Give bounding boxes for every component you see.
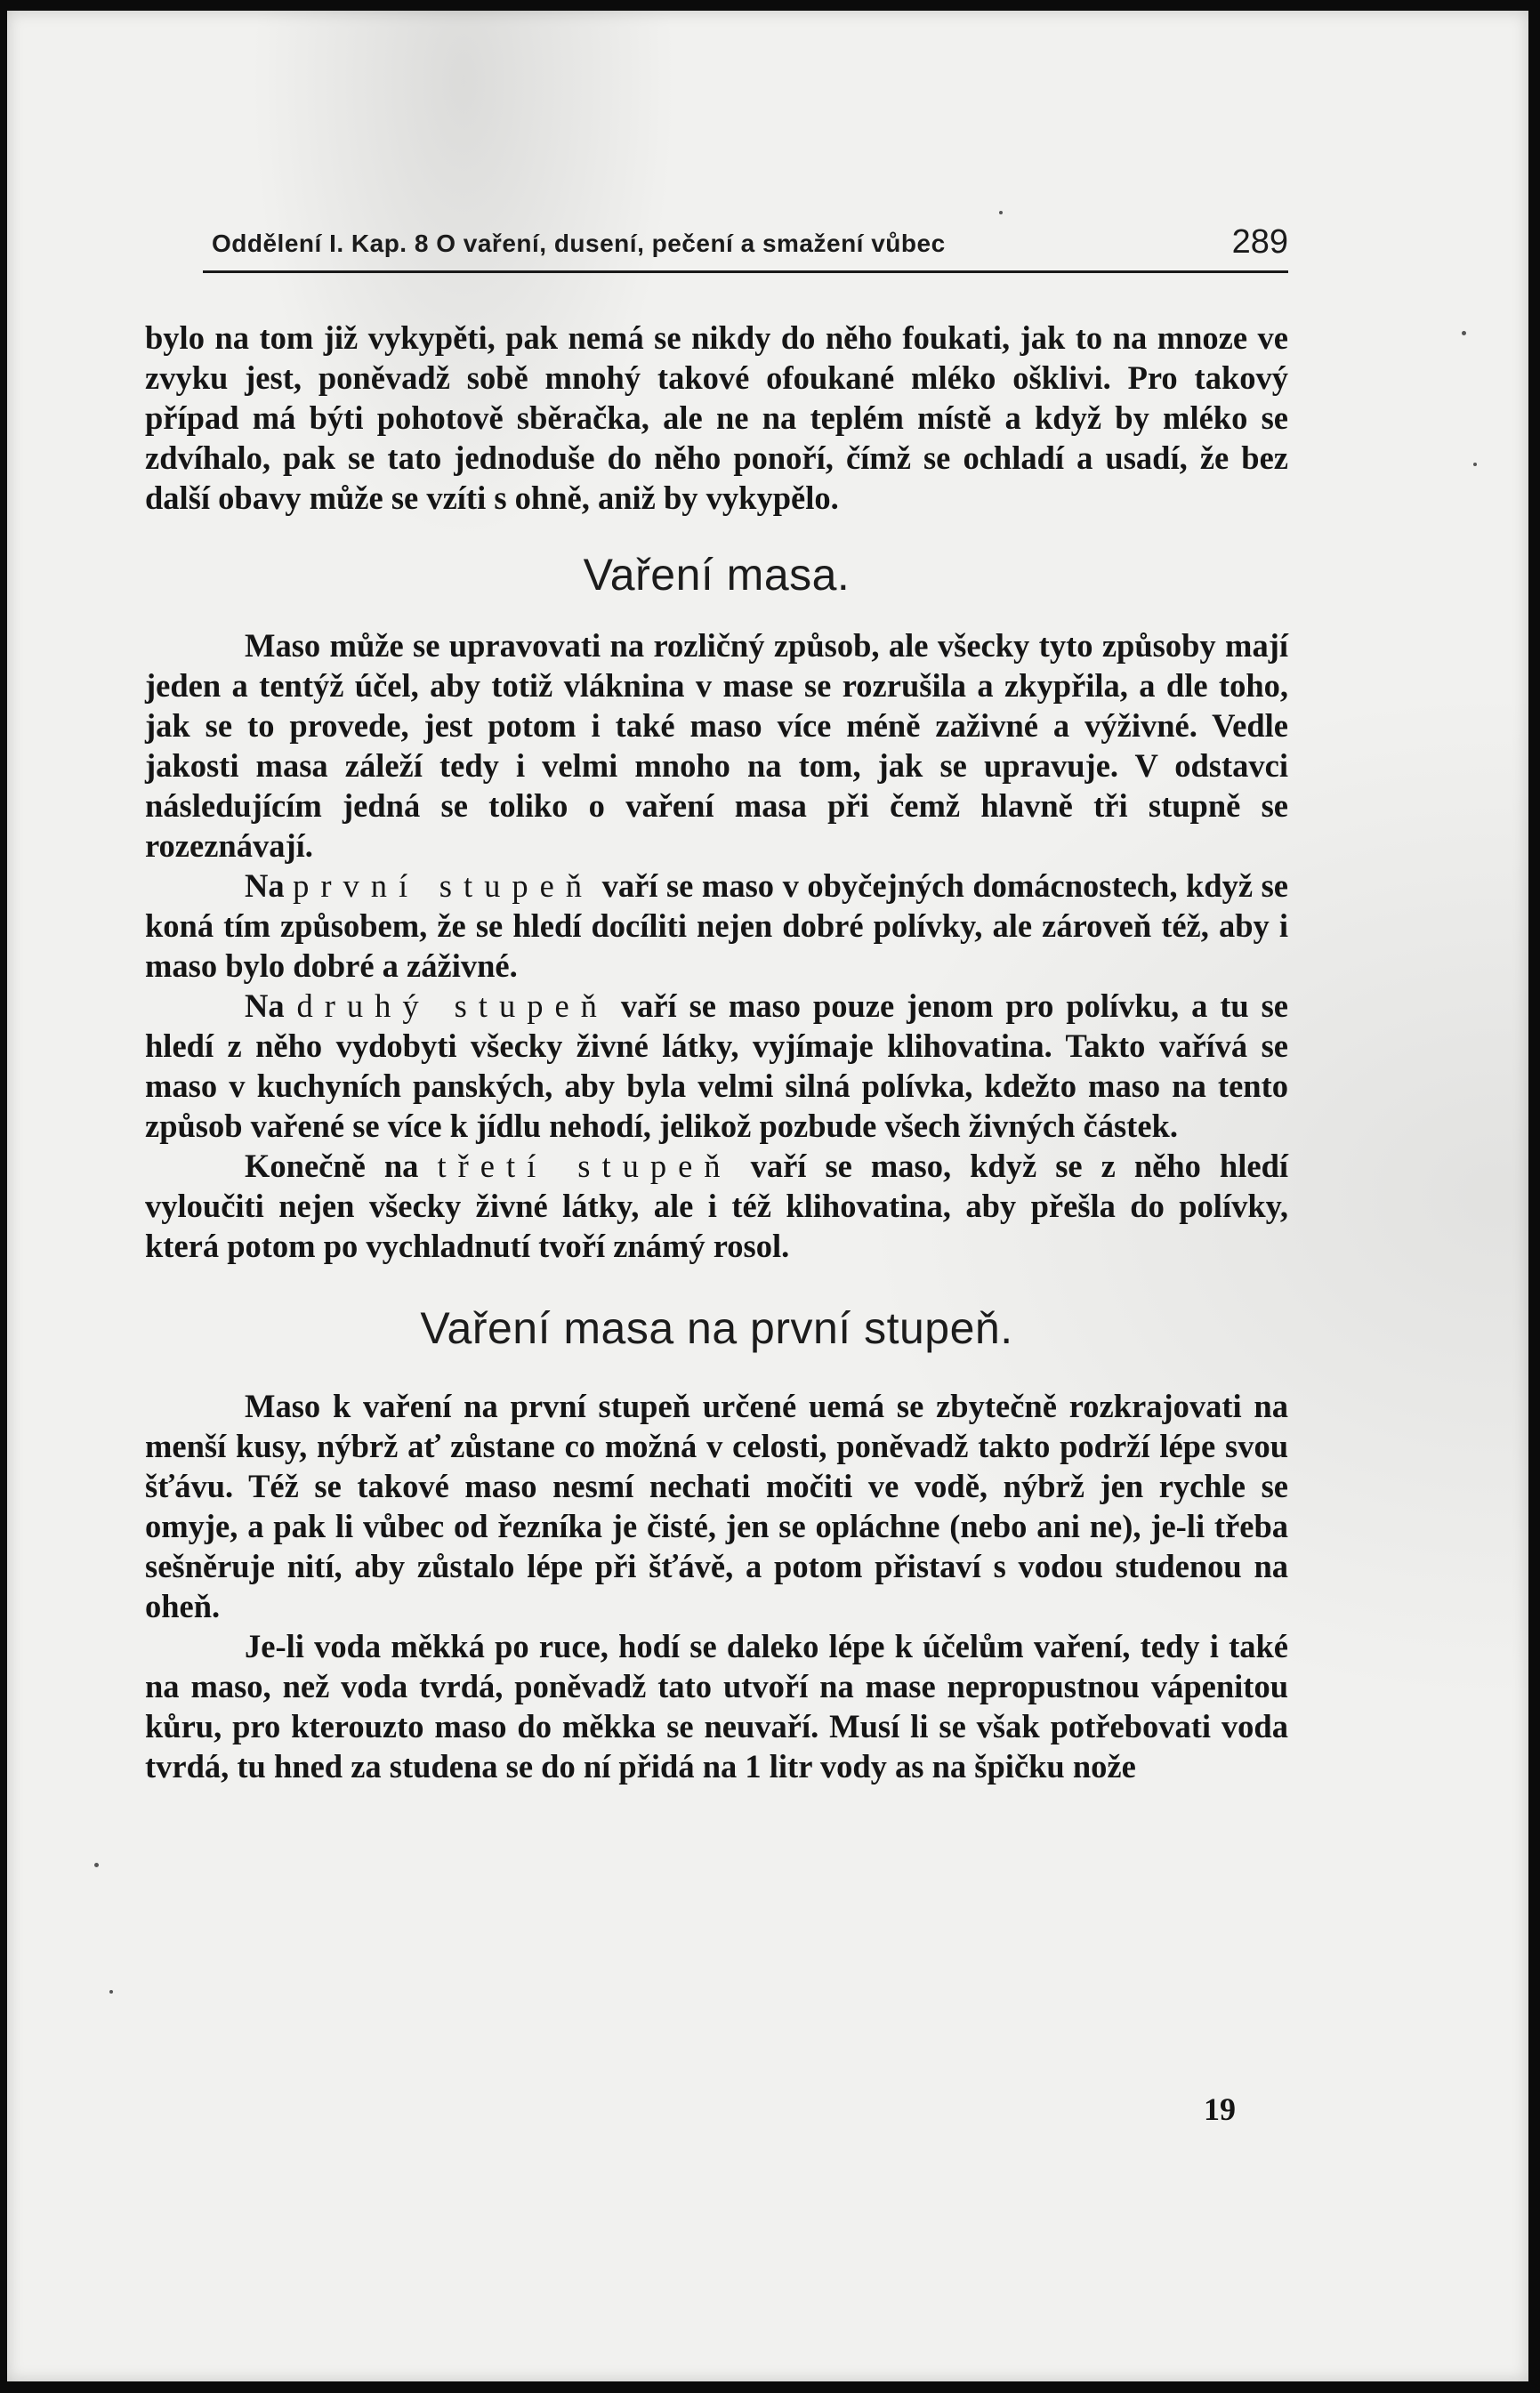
book-page — [7, 11, 1528, 2381]
paragraph-rest: vaří se maso pouze jenom pro polívku, a tu se hledí z něho vydobyti všecky živné látky, vyjímaje klihovatina. Takto vařívá se maso v kuchyních panských, aby byla velmi silná polívka, kdežto maso na tento způsob vařené se více k jídlu nehodí, jelikož pozbude všech živných částek. — [145, 987, 1289, 1144]
scan-speck — [94, 1863, 99, 1867]
paragraph-lead: Na — [245, 987, 285, 1024]
scan-speck — [109, 1990, 113, 1994]
scan-speck — [999, 211, 1003, 214]
section-heading-boiling-meat: Vaření masa. — [583, 550, 851, 600]
section-heading-first-stage: Vaření masa na první stupeň. — [420, 1303, 1013, 1353]
page-body — [145, 318, 1288, 1786]
paragraph: Maso může se upravovati na rozličný způsob, ale všecky tyto způsoby mají jeden a tentýž účel, aby totiž vláknina v mase se rozrušila a zkypřila, a dle toho, jak se to provede, jest potom i také maso více méně zaživné a výživné. Vedle jakosti masa záleží tedy i velmi mnoho na tom, jak se upravuje. V odstavci následujícím jedná se toliko o vaření masa při čemž hlavně tři stupně se rozeznávají. — [145, 627, 1288, 864]
paragraph: Maso k vaření na první stupeň určené uemá se zbytečně rozkrajovati na menší kusy, nýbrž ať zůstane co možná v celosti, poněvadž takto podrží lépe svou šťávu. Též se takové maso nesmí nechati močiti ve vodě, nýbrž jen rychle se omyje, a pak li vůbec od řezníka je čisté, jen se opláchne (nebo ani ne), je-li třeba sešněruje nití, aby zůstalo lépe při šťávě, a potom přistaví s vodou studenou na oheň. — [145, 1388, 1288, 1624]
paragraph-rest: vaří se maso, když se z něho hledí vyloučiti nejen všecky živné látky, ale i též klihovatina, aby přešla do polívky, která potom po vychladnutí tvoří známý rosol. — [145, 1148, 1289, 1264]
page-number: 289 — [1231, 223, 1288, 261]
paragraph-rest: vaří se maso v obyčejných domácnostech, když se koná tím způsobem, že se hledí docíliti nejen dobré polívky, ale zároveň též, aby i maso bylo dobré a záživné. — [145, 867, 1289, 984]
scan-speck — [1473, 463, 1477, 466]
paragraph-third-stage — [145, 1146, 1288, 1266]
paragraph: Je-li voda měkká po ruce, hodí se daleko lépe k účelům vaření, tedy i také na maso, než voda tvrdá, poněvadž tato utvoří na mase nepropustnou vápenitou kůru, pro kterouzto maso do měkka se neuvaří. Musí li se však potřebovati voda tvrdá, tu hned za studena se do ní přidá na 1 litr vody as na špičku nože — [145, 1628, 1288, 1785]
signature-mark: 19 — [1204, 2091, 1236, 2127]
header-chapter-title: Oddělení I. Kap. 8 O vaření, dusení, pečení a smažení vůbec — [212, 230, 946, 257]
paragraph-lead: Konečně na — [245, 1148, 419, 1184]
paragraph-second-stage — [145, 986, 1288, 1146]
spaced-emphasis: druhý stupeň — [296, 987, 609, 1024]
paragraph-first-stage — [145, 866, 1288, 986]
spaced-emphasis: první stupeň — [293, 867, 594, 904]
spaced-emphasis: třetí stupeň — [437, 1148, 732, 1184]
intro-paragraph: bylo na tom již vykypěti, pak nemá se nikdy do něho foukati, jak to na mnoze ve zvyku jest, poněvadž sobě mnohý takové ofoukané mléko ošklivi. Pro takový případ má býti pohotově sběračka, ale ne na teplém místě a když by mléko se zdvíhalo, pak se tato jednoduše do něho ponoří, čímž se ochladí a usadí, že bez další obavy může se vzíti s ohně, aniž by vykypělo. — [145, 319, 1288, 516]
running-header — [203, 223, 1288, 273]
scan-speck — [1462, 331, 1466, 335]
paragraph-lead: Na — [245, 867, 285, 904]
